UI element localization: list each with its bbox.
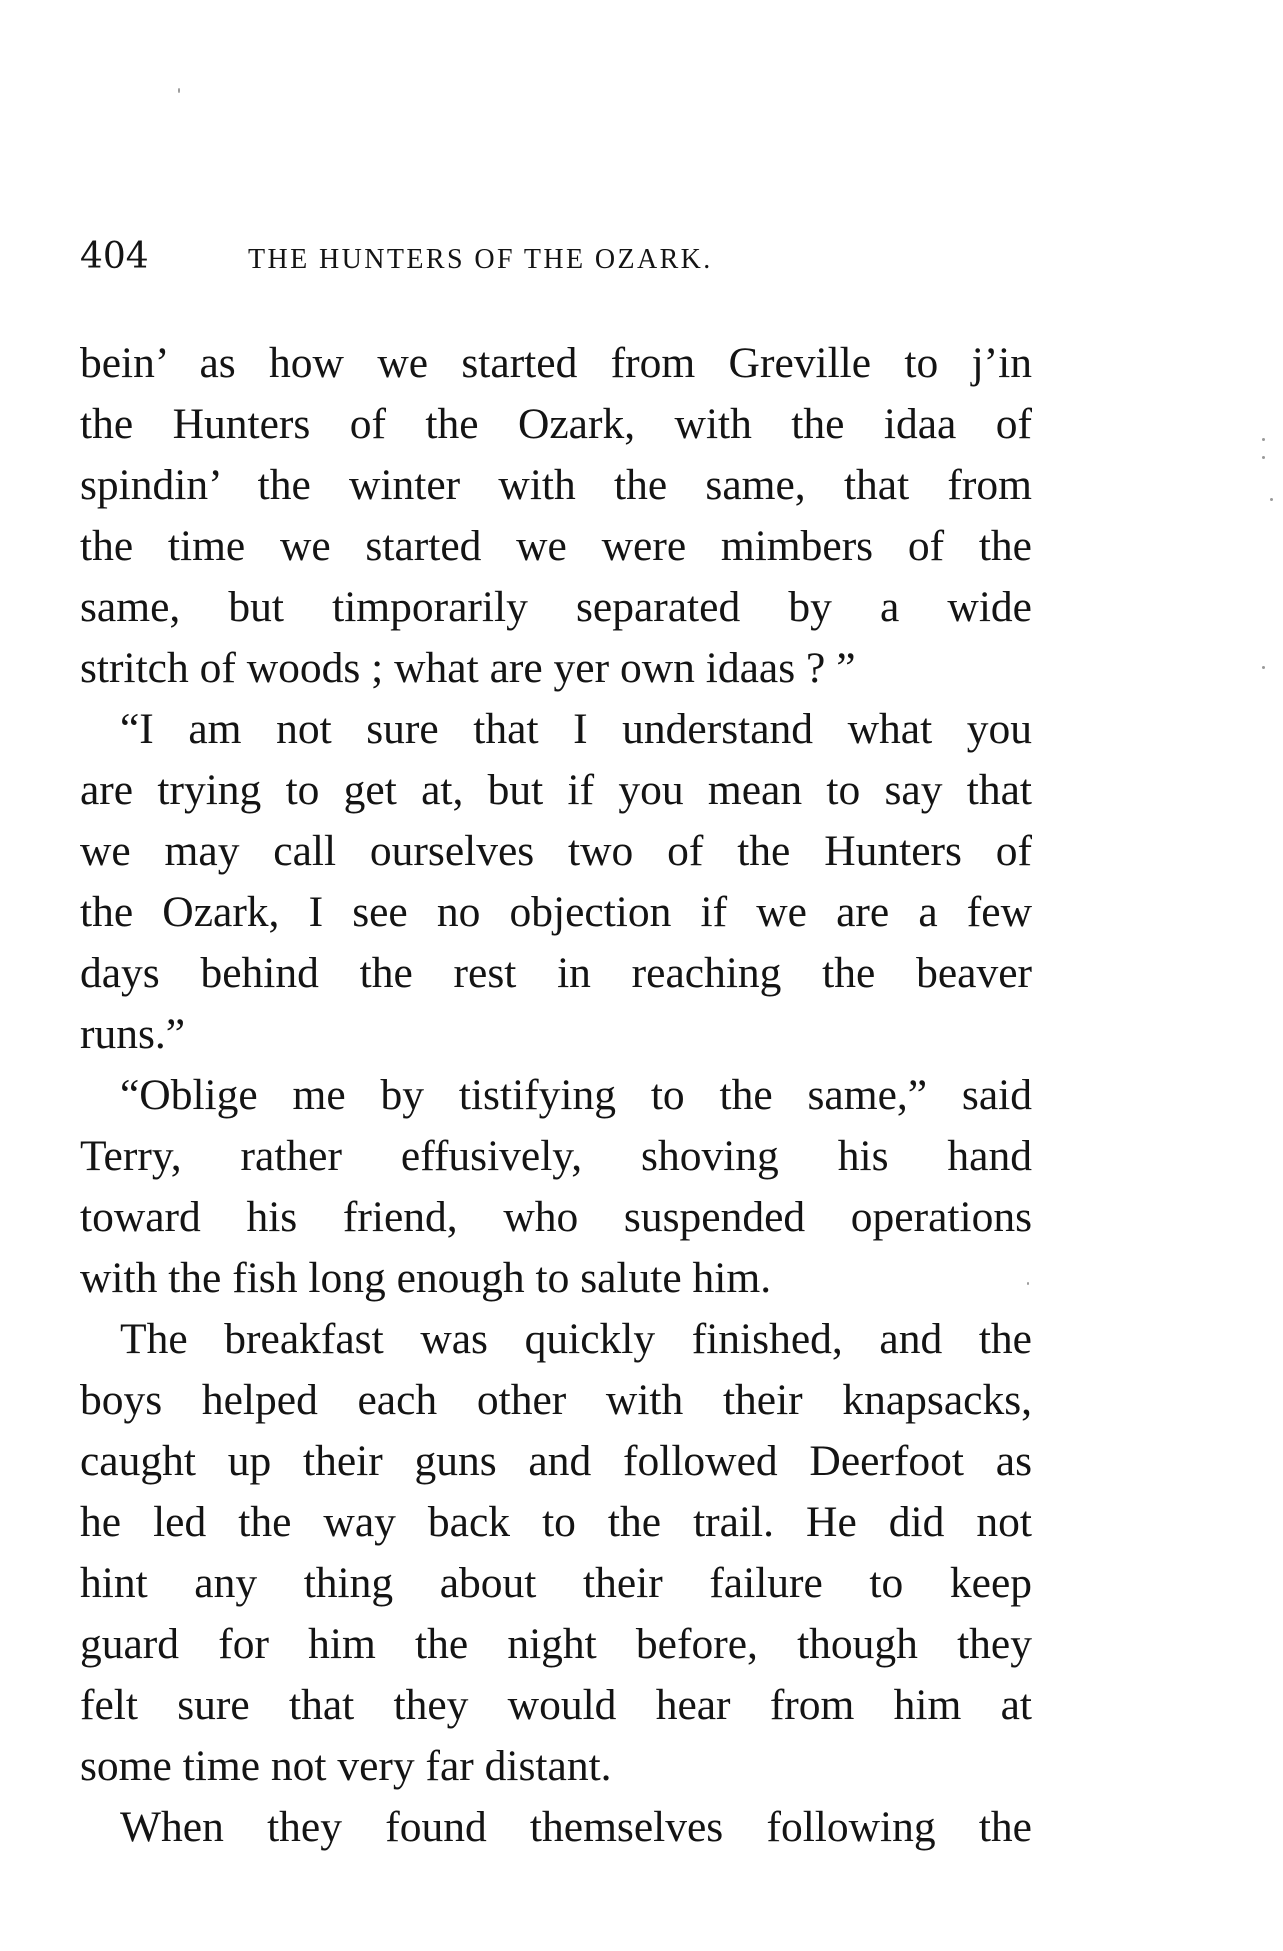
- text-line: hint any thing about their failure to keep: [80, 1559, 1032, 1607]
- text-line: The breakfast was quickly finished, and the: [120, 1315, 1032, 1363]
- text-line: When they found themselves following the: [120, 1803, 1032, 1851]
- text-line: guard for him the night before, though they: [80, 1620, 1032, 1668]
- text-line: the time we started we were mimbers of the: [80, 522, 1032, 570]
- text-line: “I am not sure that I understand what you: [120, 705, 1032, 753]
- scan-speck: [1027, 1282, 1029, 1285]
- scan-speck: [1262, 666, 1265, 669]
- text-line: stritch of woods ; what are yer own idaas ? ”: [80, 644, 856, 692]
- text-line: “Oblige me by tistifying to the same,” said: [120, 1071, 1032, 1119]
- text-line: the Ozark, I see no objection if we are a few: [80, 888, 1032, 936]
- text-line: boys helped each other with their knapsacks,: [80, 1376, 1032, 1424]
- text-line: we may call ourselves two of the Hunters of: [80, 827, 1032, 875]
- text-line: bein’ as how we started from Greville to j’in: [80, 339, 1032, 387]
- text-line: same, but timporarily separated by a wide: [80, 583, 1032, 631]
- scan-speck: [178, 88, 180, 93]
- text-line: some time not very far distant.: [80, 1742, 612, 1790]
- text-line: are trying to get at, but if you mean to say that: [80, 766, 1032, 814]
- scan-speck: [1270, 498, 1273, 501]
- text-line: runs.”: [80, 1010, 186, 1058]
- text-line: toward his friend, who suspended operations: [80, 1193, 1032, 1241]
- body-text: [80, 333, 1032, 1858]
- scan-speck: [1262, 456, 1265, 459]
- page-number: 404: [80, 236, 149, 277]
- text-line: he led the way back to the trail. He did not: [80, 1498, 1032, 1546]
- running-title: THE HUNTERS OF THE OZARK.: [248, 244, 713, 275]
- text-line: with the fish long enough to salute him.: [80, 1254, 772, 1302]
- text-line: the Hunters of the Ozark, with the idaa of: [80, 400, 1032, 448]
- scan-speck: [1262, 438, 1265, 441]
- text-line: spindin’ the winter with the same, that from: [80, 461, 1032, 509]
- text-line: days behind the rest in reaching the beaver: [80, 949, 1032, 997]
- text-line: caught up their guns and followed Deerfoot as: [80, 1437, 1032, 1485]
- page-header: [80, 236, 1040, 286]
- text-line: felt sure that they would hear from him at: [80, 1681, 1032, 1729]
- text-line: Terry, rather effusively, shoving his hand: [80, 1132, 1032, 1180]
